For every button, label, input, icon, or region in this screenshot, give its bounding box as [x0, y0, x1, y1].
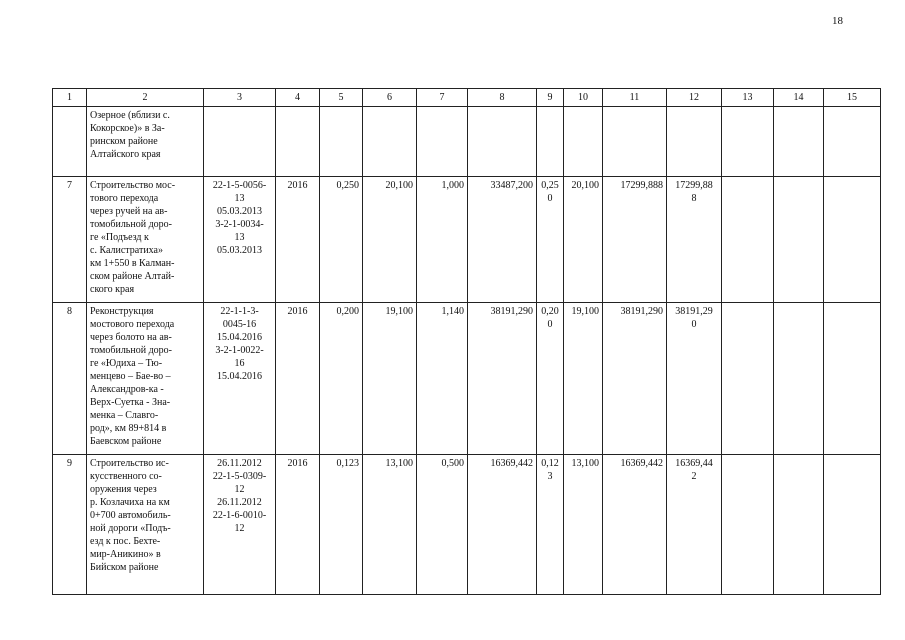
value-cell	[417, 107, 468, 177]
object-name-cell: Озерное (вблизи с. Кокорское)» в За- ринском районе Алтайского края	[87, 107, 204, 177]
empty-cell	[722, 107, 774, 177]
empty-cell	[824, 177, 881, 303]
value-cell: 0,500	[417, 455, 468, 595]
value-cell: 33487,200	[468, 177, 537, 303]
column-header: 6	[363, 89, 417, 107]
value-cell	[468, 107, 537, 177]
empty-cell	[824, 303, 881, 455]
column-header: 4	[276, 89, 320, 107]
document-cell	[204, 107, 276, 177]
value-cell: 20,100	[564, 177, 603, 303]
column-header: 11	[603, 89, 667, 107]
value-cell: 19,100	[564, 303, 603, 455]
empty-cell	[722, 455, 774, 595]
value-cell: 16369,44 2	[667, 455, 722, 595]
value-cell: 0,12 3	[537, 455, 564, 595]
empty-cell	[774, 107, 824, 177]
empty-cell	[722, 177, 774, 303]
value-cell	[363, 107, 417, 177]
table-row	[53, 177, 881, 303]
object-name-cell: Строительство мос- тового перехода через ручей на ав- томобильной доро- ге «Подъезд к с. Калистратиха» км 1+550 в Калман- ском районе Алтай- ского края	[87, 177, 204, 303]
empty-cell	[774, 303, 824, 455]
value-cell: 0,25 0	[537, 177, 564, 303]
value-cell: 38191,29 0	[667, 303, 722, 455]
value-cell	[667, 107, 722, 177]
value-cell: 17299,888	[603, 177, 667, 303]
value-cell: 1,000	[417, 177, 468, 303]
page-number: 18	[832, 15, 843, 27]
value-cell: 0,200	[320, 303, 363, 455]
column-header: 13	[722, 89, 774, 107]
empty-cell	[824, 455, 881, 595]
empty-cell	[774, 177, 824, 303]
value-cell: 0,250	[320, 177, 363, 303]
value-cell: 17299,88 8	[667, 177, 722, 303]
column-header: 1	[53, 89, 87, 107]
document-cell: 22-1-5-0056- 13 05.03.2013 3-2-1-0034- 13 05.03.2013	[204, 177, 276, 303]
row-number-cell: 9	[53, 455, 87, 595]
object-name-cell: Строительство ис- кусственного со- оружения через р. Козлачиха на км 0+700 автомобиль- ной дороги «Подъ- езд к пос. Бехте- мир-Аникино» в Бийском районе	[87, 455, 204, 595]
year-cell: 2016	[276, 177, 320, 303]
value-cell: 1,140	[417, 303, 468, 455]
data-table	[52, 88, 881, 595]
column-header: 2	[87, 89, 204, 107]
column-header: 12	[667, 89, 722, 107]
column-header: 9	[537, 89, 564, 107]
column-header: 15	[824, 89, 881, 107]
value-cell: 19,100	[363, 303, 417, 455]
column-header: 14	[774, 89, 824, 107]
column-header: 5	[320, 89, 363, 107]
document-cell: 22-1-1-3- 0045-16 15.04.2016 3-2-1-0022- 16 15.04.2016	[204, 303, 276, 455]
value-cell: 20,100	[363, 177, 417, 303]
value-cell: 38191,290	[468, 303, 537, 455]
value-cell: 16369,442	[603, 455, 667, 595]
value-cell: 13,100	[564, 455, 603, 595]
column-header: 3	[204, 89, 276, 107]
object-name-cell: Реконструкция мостового перехода через болото на ав- томобильной доро- ге «Юдиха – Тю- менцево – Бае-во – Александров-ка - Верх-Суетка - Зна- менка – Славго- род», км 89+814 в Баевском районе	[87, 303, 204, 455]
value-cell	[537, 107, 564, 177]
value-cell: 13,100	[363, 455, 417, 595]
row-number-cell: 8	[53, 303, 87, 455]
row-number-cell	[53, 107, 87, 177]
column-header: 10	[564, 89, 603, 107]
value-cell: 38191,290	[603, 303, 667, 455]
table-row	[53, 303, 881, 455]
header-row	[53, 89, 881, 107]
year-cell: 2016	[276, 303, 320, 455]
value-cell	[603, 107, 667, 177]
document-cell: 26.11.2012 22-1-5-0309- 12 26.11.2012 22-1-6-0010- 12	[204, 455, 276, 595]
column-header: 8	[468, 89, 537, 107]
value-cell: 16369,442	[468, 455, 537, 595]
table-row	[53, 107, 881, 177]
value-cell: 0,123	[320, 455, 363, 595]
year-cell: 2016	[276, 455, 320, 595]
empty-cell	[824, 107, 881, 177]
year-cell	[276, 107, 320, 177]
value-cell	[320, 107, 363, 177]
value-cell	[564, 107, 603, 177]
table-row	[53, 455, 881, 595]
column-header: 7	[417, 89, 468, 107]
row-number-cell: 7	[53, 177, 87, 303]
empty-cell	[722, 303, 774, 455]
empty-cell	[774, 455, 824, 595]
value-cell: 0,20 0	[537, 303, 564, 455]
